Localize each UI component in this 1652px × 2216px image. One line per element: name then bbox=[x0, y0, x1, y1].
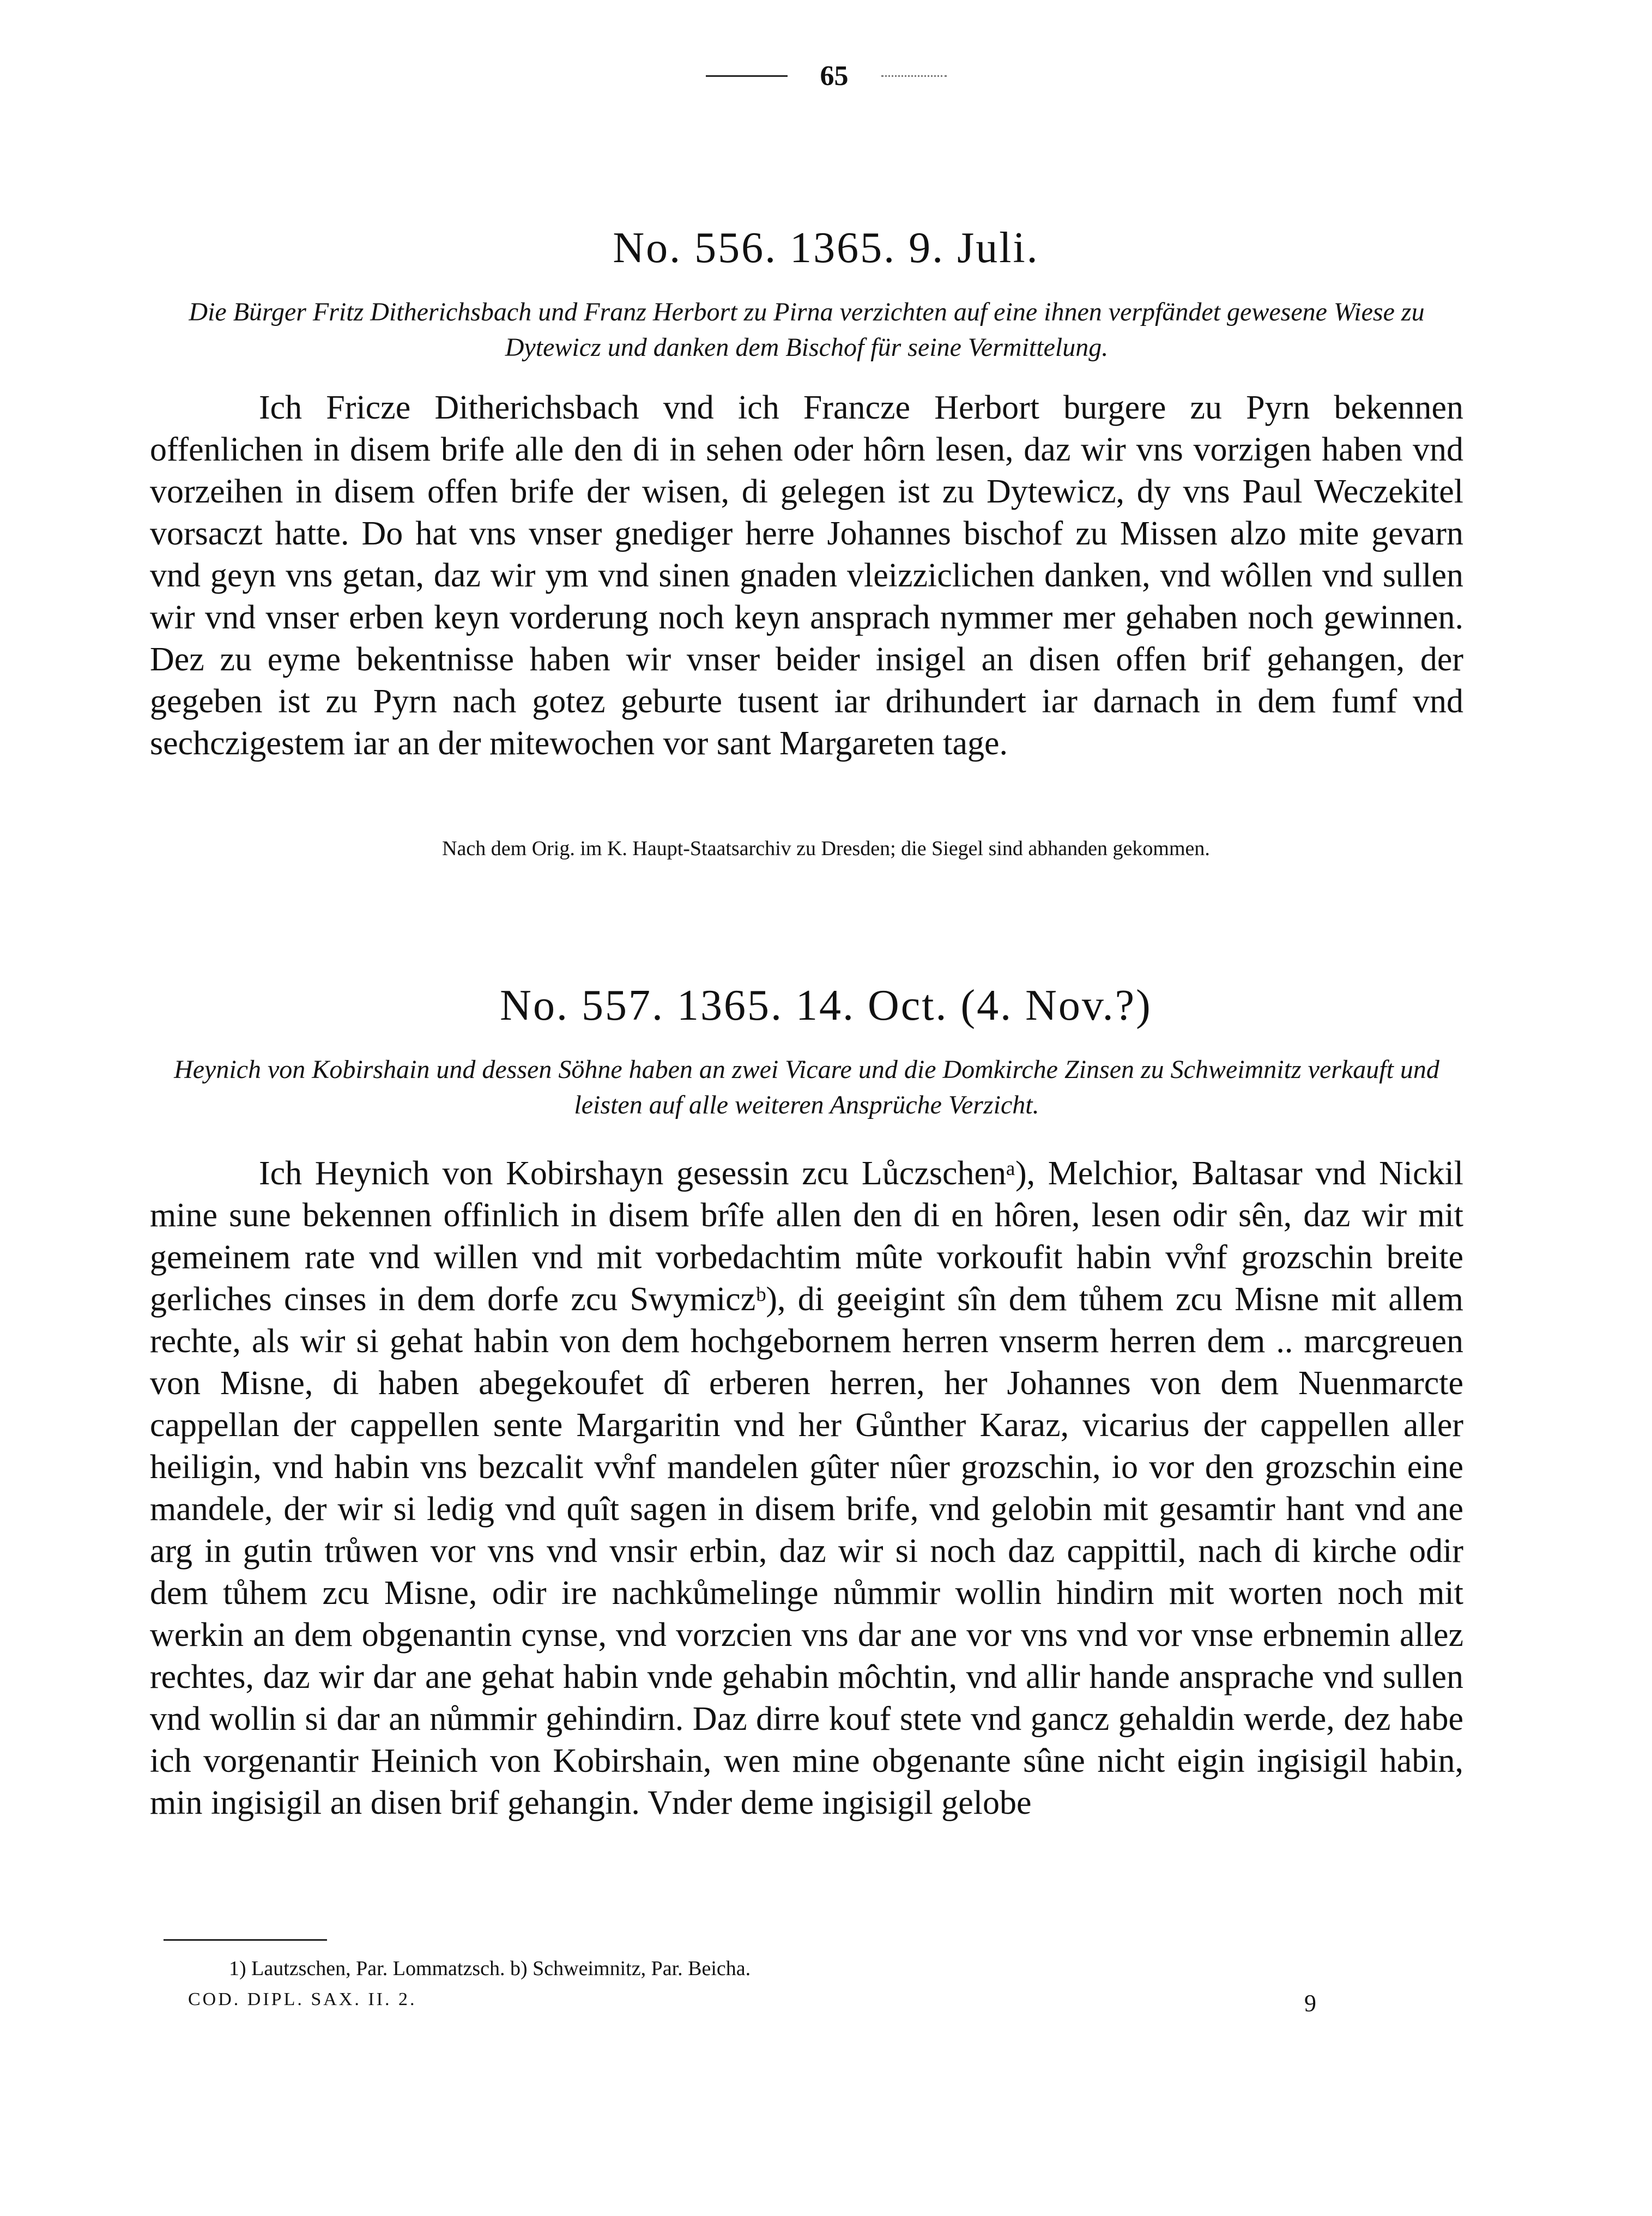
signature-mark: COD. DIPL. SAX. II. 2. bbox=[188, 1989, 417, 2009]
footnotes: 1) Lautzschen, Par. Lommatzsch. b) Schweimnitz, Par. Beicha. bbox=[229, 1957, 751, 1980]
document-summary-557: Heynich von Kobirshain und dessen Söhne haben an zwei Vicare und die Domkirche Zinsen zu Schweimnitz verkauft und leisten auf alle weiteren Ansprüche Verzicht. bbox=[174, 1055, 1439, 1119]
document-body-557: Ich Heynich von Kobirshayn gesessin zcu Lůczschenᵃ), Melchior, Baltasar vnd Nickil mine sune bekennen offinlich in disem brîfe allen den di en hôren, lesen odir sên, daz wir mit gemeinem rate vnd willen vnd mit vorbedachtim mûte vorkoufit habin vv̊nf grozschin breite gerliches cinses in dem dorfe zcu Swymiczᵇ), di geeigint sîn dem tůhem zcu Misne mit allem rechte, als wir si gehat habin von dem hochgebornem herren vnserm herren dem .. marcgreuen von Misne, di haben abegekoufet dî erberen herren, her Johannes von dem Nuenmarcte cappellan der cappellen sente Margaritin vnd her Gůnther Karaz, vicarius der cappellen aller heiligin, vnd habin vns bezcalit vv̊nf mandelen gûter nûer grozschin, io vor den grozschin eine mandele, der wir si ledig vnd quît sagen in disem brife, vnd gelobin mit gesamtir hant vnd ane arg in gutin trůwen vor vns vnd vnsir erbin, daz wir si noch daz cappittil, nach di kirche odir dem tůhem zcu Misne, odir ire nachkůmelinge nůmmir wollin hindirn mit worten noch mit werkin an dem obgenantin cynse, vnd vorzcien vns dar ane vor vns vnd vor vnse erbnemin allez rechtes, daz wir dar ane gehat habin vnde gehabin môchtin, vnd allir hande ansprache vnd sullen vnd wollin si dar an nůmmir gehindirn. Daz dirre kouf stete vnd gancz gehaldin werde, dez habe ich vorgenantir Heinich von Kobirshain, wen mine obgenante sûne nicht eigin ingisigil habin, min ingisigil an disen brif gehangin. Vnder deme ingisigil gelobe bbox=[150, 1155, 1463, 1821]
page-number: 65 bbox=[820, 60, 849, 92]
document-heading-556: No. 556. 1365. 9. Juli. bbox=[613, 224, 1039, 272]
header-rule-left bbox=[706, 75, 788, 77]
header-rule-right bbox=[881, 75, 947, 77]
document-summary-556: Die Bürger Fritz Ditherichsbach und Franz Herbort zu Pirna verzichten auf eine ihnen verpfändet gewesene Wiese zu Dytewicz und danken dem Bischof für seine Vermittelung. bbox=[189, 298, 1425, 362]
sheet-number: 9 bbox=[1304, 1990, 1316, 2017]
document-heading-557: No. 557. 1365. 14. Oct. (4. Nov.?) bbox=[500, 982, 1152, 1030]
document-body-556: Ich Fricze Ditherichsbach vnd ich Francze Herbort burgere zu Pyrn bekennen offenlichen in disem brife alle den di in sehen oder hôrn lesen, daz wir vns vorzigen haben vnd vorzeihen in disem offen brife der wisen, di gelegen ist zu Dytewicz, dy vns Paul Weczekitel vorsaczt hatte. Do hat vns vnser gnediger herre Johannes bischof zu Missen alzo mite gevarn vnd geyn vns getan, daz wir ym vnd sinen gnaden vleizziclichen danken, vnd wôllen vnd sullen wir vnd vnser erben keyn vorderung noch keyn ansprach nymmer mer gehaben noch gewinnen. Dez zu eyme bekentnisse haben wir vnser beider insigel an disen offen brif gehangen, der gegeben ist zu Pyrn nach gotez geburte tusent iar drihundert iar darnach in dem fumf vnd sechczigestem iar an der mitewochen vor sant Margareten tage. bbox=[150, 389, 1463, 762]
signature-line bbox=[188, 1989, 1316, 2017]
footnote-rule bbox=[164, 1939, 327, 1941]
source-note-556: Nach dem Orig. im K. Haupt-Staatsarchiv zu Dresden; die Siegel sind abhanden gekommen. bbox=[442, 837, 1210, 860]
page-header bbox=[0, 60, 1652, 92]
